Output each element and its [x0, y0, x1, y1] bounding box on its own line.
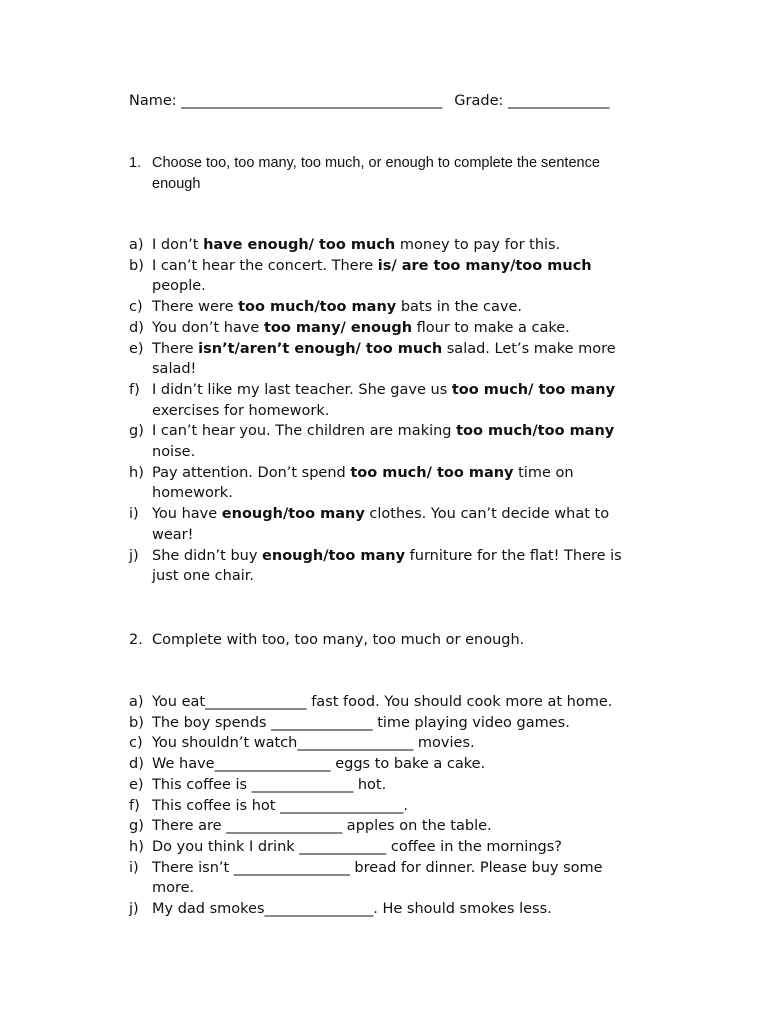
answer-options: too much/too many — [456, 423, 615, 440]
list-item — [129, 421, 649, 462]
item-label: j) — [129, 547, 139, 564]
answer-options: is/ are too many/too much — [377, 257, 592, 274]
answer-options: too many/ enough — [263, 319, 413, 336]
item-text-end: bats in the cave. — [396, 299, 522, 316]
list-item — [129, 318, 649, 339]
exercise-instruction-text: Complete with too, too many, too much or enough. — [152, 632, 525, 648]
item-text-end: clothes. You can’t decide what to wear! — [152, 506, 610, 543]
list-item — [129, 754, 649, 775]
answer-options: enough/too many — [221, 506, 365, 523]
exercise-instruction-text: Choose too, too many, too much, or enough to complete the sentence enough — [152, 155, 600, 192]
grade-field-label: Grade: ______________ — [454, 93, 610, 109]
item-text: Do you think I drink ____________ coffee in the mornings? — [152, 838, 562, 855]
item-text-end: flour to make a cake. — [412, 319, 570, 336]
item-label: b) — [129, 714, 144, 731]
item-text-start: I can’t hear you. The children are making — [152, 423, 457, 440]
item-text: This coffee is hot _________________. — [152, 797, 408, 814]
item-text-end: furniture for the flat! There is just one chair. — [152, 547, 622, 585]
list-item — [129, 733, 649, 754]
list-item — [129, 380, 649, 421]
item-text-end: exercises for homework. — [152, 402, 330, 419]
item-text: My dad smokes_______________. He should smokes less. — [152, 901, 552, 918]
item-text-end: noise. — [152, 444, 196, 461]
exercise-2-list — [129, 692, 649, 920]
item-label: a) — [129, 694, 144, 710]
item-label: h) — [129, 464, 144, 481]
item-label: c) — [129, 299, 143, 316]
item-label: f) — [129, 797, 140, 814]
item-text-start: She didn’t buy — [152, 547, 263, 564]
item-label: i) — [129, 506, 139, 523]
item-text: You shouldn’t watch________________ movies. — [152, 735, 475, 752]
name-field-label: Name: ____________________________________ — [129, 93, 443, 109]
list-item — [129, 339, 649, 380]
list-item — [129, 546, 649, 587]
item-text-start: I didn’t like my last teacher. She gave us — [152, 381, 452, 398]
item-text: There isn’t ________________ bread for dinner. Please buy some more. — [152, 859, 603, 897]
answer-options: enough/too many — [262, 547, 406, 564]
item-text-start: I don’t — [152, 237, 204, 253]
item-text-end: salad. Let’s make more salad! — [152, 340, 616, 378]
item-label: a) — [129, 237, 144, 253]
item-label: g) — [129, 423, 144, 440]
list-item — [129, 692, 649, 713]
item-label: i) — [129, 859, 139, 876]
list-item — [129, 837, 649, 858]
list-item — [129, 816, 649, 837]
item-label: h) — [129, 838, 144, 855]
item-label: e) — [129, 340, 144, 357]
item-text-end: people. — [152, 278, 206, 295]
answer-options: isn’t/aren’t enough/ too much — [198, 340, 443, 357]
item-text: This coffee is ______________ hot. — [152, 776, 387, 793]
exercise-number: 1. — [129, 155, 142, 171]
item-text-start: There were — [152, 299, 239, 316]
answer-options: too much/ too many — [451, 381, 616, 398]
list-item — [129, 858, 649, 899]
item-text-start: You don’t have — [152, 319, 264, 336]
exercise-number: 2. — [129, 632, 143, 648]
list-item — [129, 899, 649, 920]
item-label: c) — [129, 735, 143, 752]
item-text-start: Pay attention. Don’t spend — [152, 464, 351, 481]
item-text-start: I can’t hear the concert. There — [152, 257, 378, 274]
item-text: The boy spends ______________ time playing video games. — [152, 714, 570, 731]
item-text-start: There — [152, 340, 199, 357]
answer-options: too much/too many — [238, 299, 397, 316]
item-text-end: money to pay for this. — [395, 237, 561, 253]
answer-options: too much/ too many — [350, 464, 514, 481]
item-label: d) — [129, 756, 144, 773]
list-item — [129, 775, 649, 796]
list-item — [129, 235, 649, 256]
item-label: d) — [129, 319, 144, 336]
item-label: g) — [129, 818, 144, 835]
item-label: e) — [129, 776, 144, 793]
item-label: b) — [129, 257, 144, 274]
answer-options: have enough/ too much — [203, 237, 396, 253]
list-item — [129, 713, 649, 734]
list-item — [129, 256, 649, 297]
list-item — [129, 796, 649, 817]
item-label: j) — [129, 901, 139, 918]
exercise-1-list — [129, 235, 649, 587]
item-text-start: You have — [152, 506, 222, 523]
list-item — [129, 463, 649, 504]
item-text: You eat______________ fast food. You should cook more at home. — [152, 694, 613, 710]
list-item — [129, 297, 649, 318]
list-item — [129, 504, 649, 545]
item-text-end: time on homework. — [152, 464, 574, 502]
item-text: There are ________________ apples on the table. — [152, 818, 492, 835]
item-text: We have________________ eggs to bake a cake. — [152, 756, 486, 773]
item-label: f) — [129, 381, 140, 398]
student-info-header — [129, 91, 609, 111]
